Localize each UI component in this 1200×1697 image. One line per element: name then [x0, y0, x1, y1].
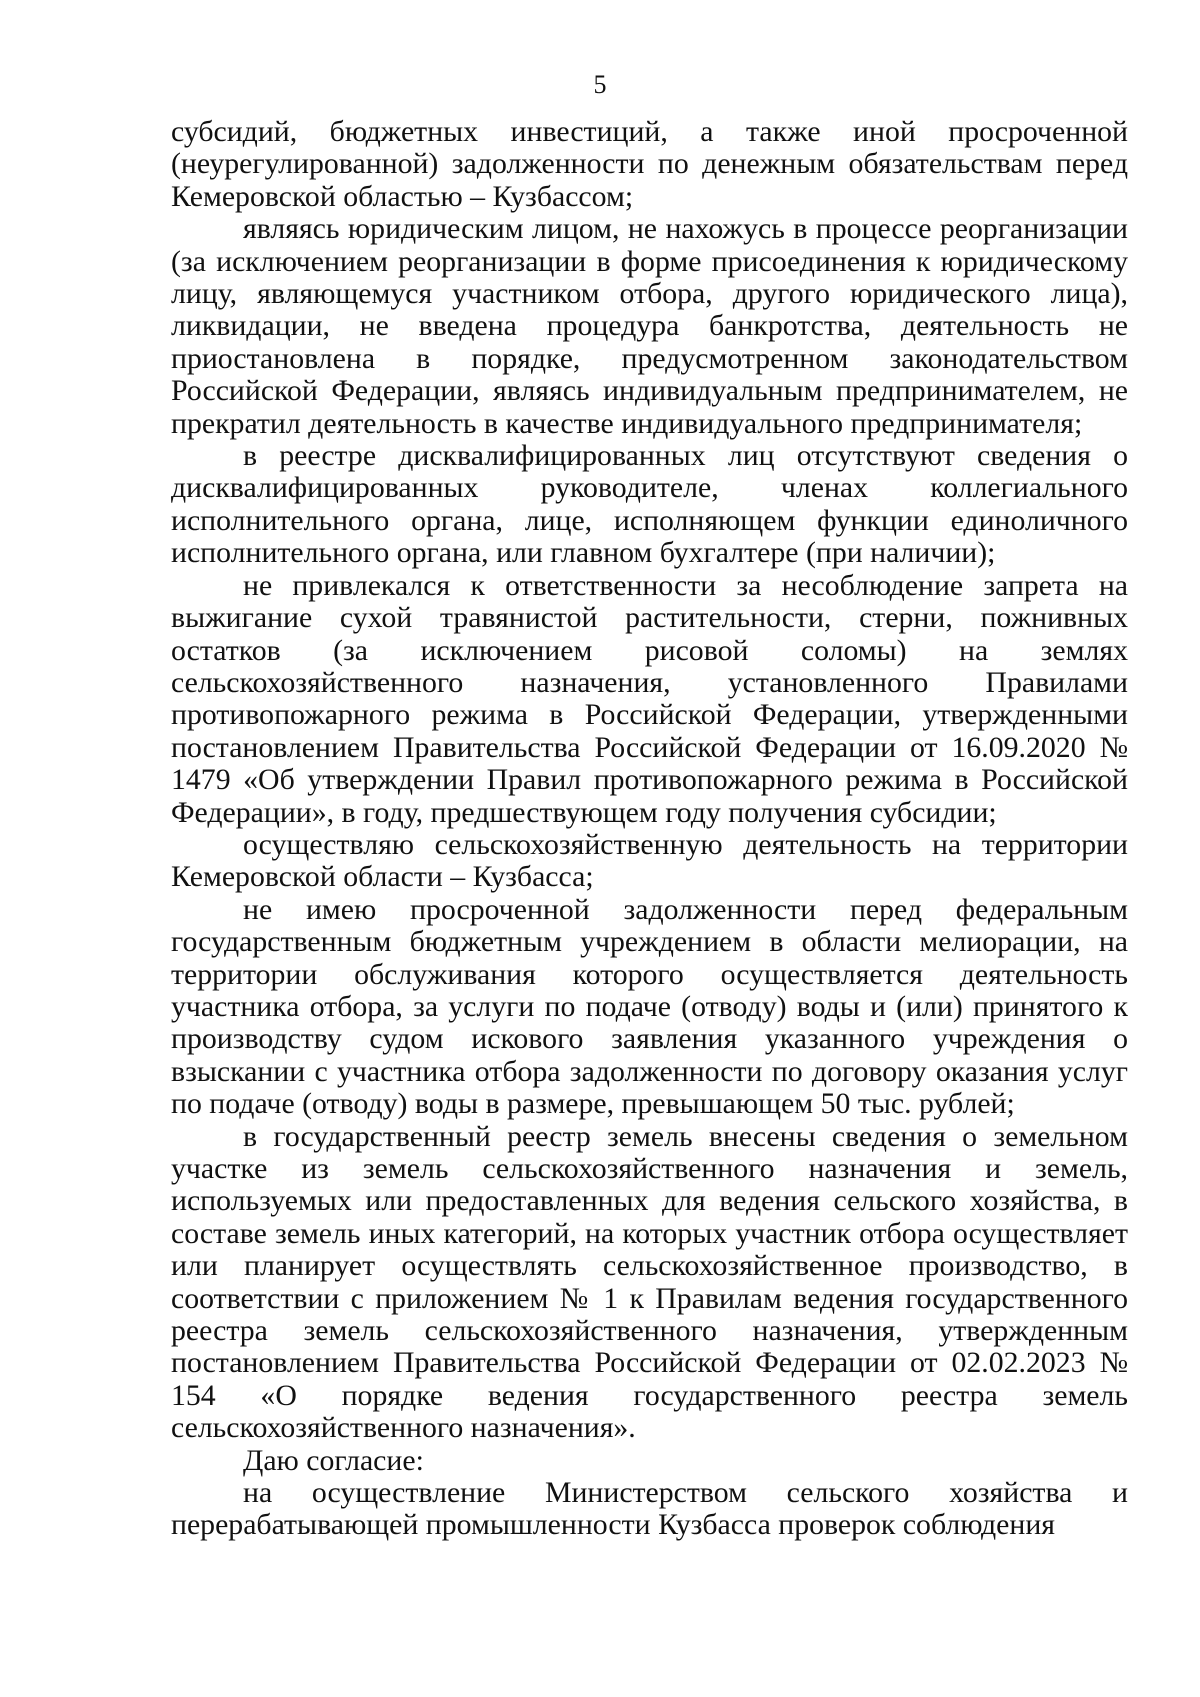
paragraph-agricultural-activity: осуществляю сельскохозяйственную деятельность на территории Кемеровской области – Кузбасса;: [171, 827, 1128, 894]
paragraph-melioration-debt: не имею просроченной задолженности перед федеральным государственным бюджетным учреждением в области мелиорации, на территории обслуживания которого осуществляется деятельность участника отбора, за услуги по подаче (отводу) воды и (или) принятого к производству судом искового заявления указанного учреждения о взыскании с участника отбора задолженности по договору оказания услуг по подаче (отводу) воды в размере, превышающем 50 тыс. рублей;: [171, 892, 1128, 1121]
document-body: [171, 116, 1128, 1542]
paragraph-fire-safety: не привлекался к ответственности за несоблюдение запрета на выжигание сухой травянистой растительности, стерни, пожнивных остатков (за исключением рисовой соломы) на землях сельскохозяйственного назначения, установленного Правилами противопожарного режима в Российской Федерации, утвержденными постановлением Правительства Российской Федерации от 16.09.2020 № 1479 «Об утверждении Правил противопожарного режима в Российской Федерации», в году, предшествующем году получения субсидии;: [171, 568, 1128, 829]
paragraph-continuation: субсидий, бюджетных инвестиций, а также иной просроченной (неурегулированной) задолженности по денежным обязательствам перед Кемеровской областью – Кузбассом;: [171, 115, 1128, 213]
paragraph-consent-inspections: на осуществление Министерством сельского хозяйства и перерабатывающей промышленности Кузбасса проверок соблюдения: [171, 1476, 1128, 1542]
paragraph-legal-entity-status: являясь юридическим лицом, не нахожусь в процессе реорганизации (за исключением реорганизации в форме присоединения к юридическому лицу, являющемуся участником отбора, другого юридического лица), ликвидации, не введена процедура банкротства, деятельность не приостановлена в порядке, предусмотренном законодательством Российской Федерации, являясь индивидуальным предпринимателем, не прекратил деятельность в качестве индивидуального предпринимателя;: [171, 212, 1128, 440]
page-number: 5: [593, 70, 607, 99]
paragraph-disqualified-persons: в реестре дисквалифицированных лиц отсутствуют сведения о дисквалифицированных руководителе, членах коллегиального исполнительного органа, лице, исполняющем функции единоличного исполнительного органа, или главном бухгалтере (при наличии);: [171, 439, 1128, 570]
paragraph-land-registry: в государственный реестр земель внесены сведения о земельном участке из земель сельскохозяйственного назначения и земель, используемых или предоставленных для ведения сельского хозяйства, в составе земель иных категорий, на которых участник отбора осуществляет или планирует осуществлять сельскохозяйственное производство, в соответствии с приложением № 1 к Правилам ведения государственного реестра земель сельскохозяйственного назначения, утвержденным постановлением Правительства Российской Федерации от 02.02.2023 № 154 «О порядке ведения государственного реестра земель сельскохозяйственного назначения».: [171, 1119, 1128, 1445]
paragraph-consent-heading: Даю согласие:: [243, 1443, 424, 1477]
